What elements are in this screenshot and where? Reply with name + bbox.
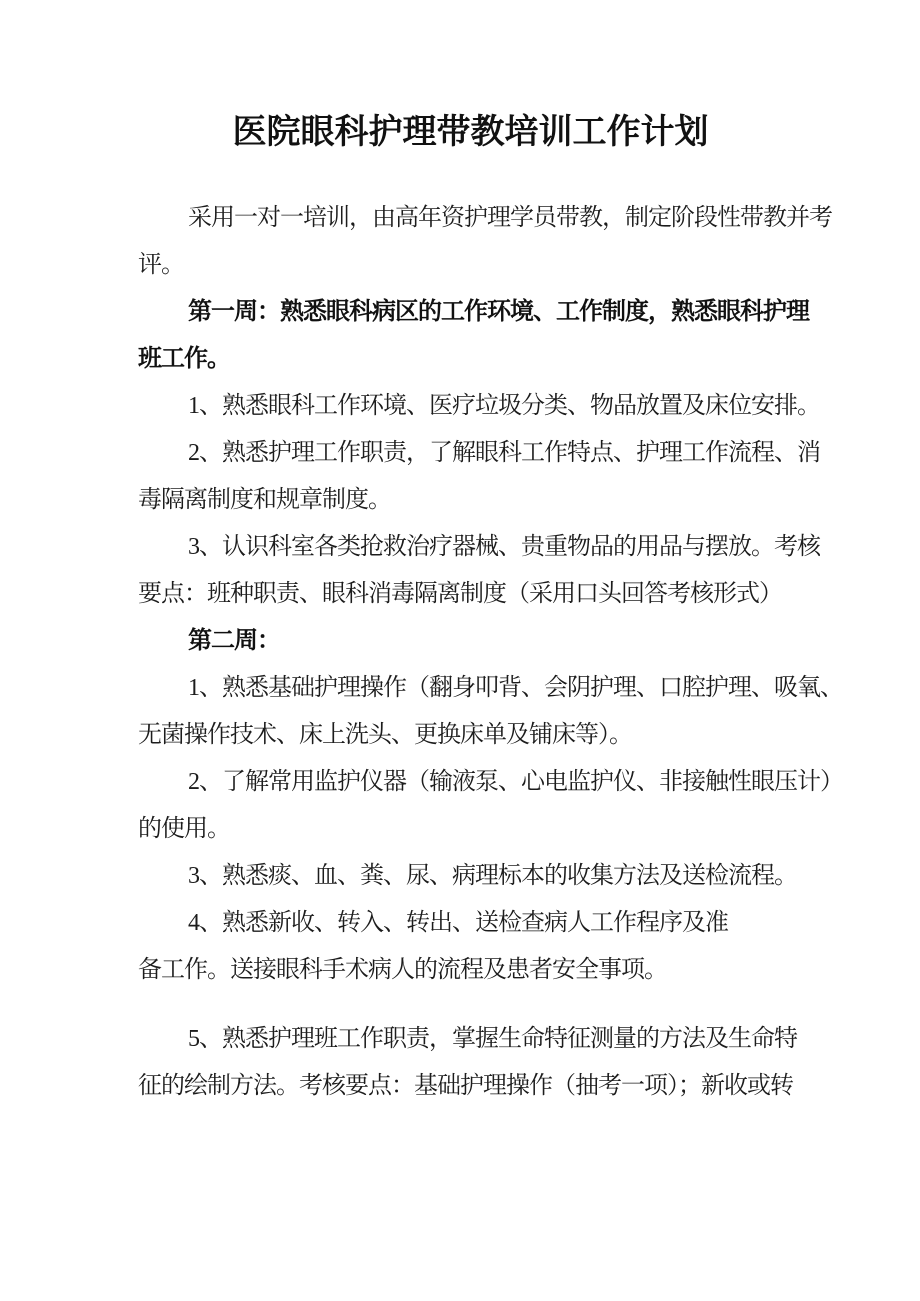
document-body [138, 195, 843, 1110]
list-item-2-cont: 毒隔离制度和规章制度。 [138, 487, 391, 513]
list-item-week2-1-cont: 无菌操作技术、床上洗头、更换床单及铺床等）。 [138, 722, 632, 748]
section-heading-week2: 第二周： [188, 628, 280, 654]
list-item-week2-4-cont: 备工作。送接眼科手术病人的流程及患者安全事项。 [138, 957, 667, 983]
list-item-week2-3: 3、熟悉痰、血、粪、尿、病理标本的收集方法及送检流程。 [188, 863, 797, 889]
document-title: 医院眼科护理带教培训工作计划 [232, 113, 709, 151]
list-item-3: 3、认识科室各类抢救治疗器械、贵重物品的用品与摆放。考核 [188, 534, 820, 560]
list-item-week2-5-cont: 征的绘制方法。考核要点：基础护理操作（抽考一项）；新收或转 [138, 1073, 793, 1099]
section-heading-week1: 第一周：熟悉眼科病区的工作环境、工作制度，熟悉眼科护理 [188, 299, 809, 325]
list-item-week2-2: 2、了解常用监护仪器（输液泵、心电监护仪、非接触性眼压计） [188, 769, 843, 795]
list-item-2: 2、熟悉护理工作职责，了解眼科工作特点、护理工作流程、消 [188, 440, 820, 466]
list-item-week2-1: 1、熟悉基础护理操作（翻身叩背、会阴护理、口腔护理、吸氧、 [188, 675, 843, 701]
list-item-week2-4: 4、熟悉新收、转入、转出、送检查病人工作程序及准 [188, 910, 728, 936]
section-heading-week1-cont: 班工作。 [138, 346, 230, 372]
list-item-3-cont: 要点：班种职责、眼科消毒隔离制度（采用口头回答考核形式） [138, 581, 782, 607]
list-item-1: 1、熟悉眼科工作环境、医疗垃圾分类、物品放置及床位安排。 [188, 393, 820, 419]
paragraph-line: 评。 [138, 252, 184, 278]
document-content [138, 0, 843, 1110]
list-item-week2-2-cont: 的使用。 [138, 816, 230, 842]
paragraph-line: 采用一对一培训，由高年资护理学员带教，制定阶段性带教并考 [188, 205, 832, 231]
list-item-week2-5: 5、熟悉护理班工作职责，掌握生命特征测量的方法及生命特 [188, 1026, 797, 1052]
